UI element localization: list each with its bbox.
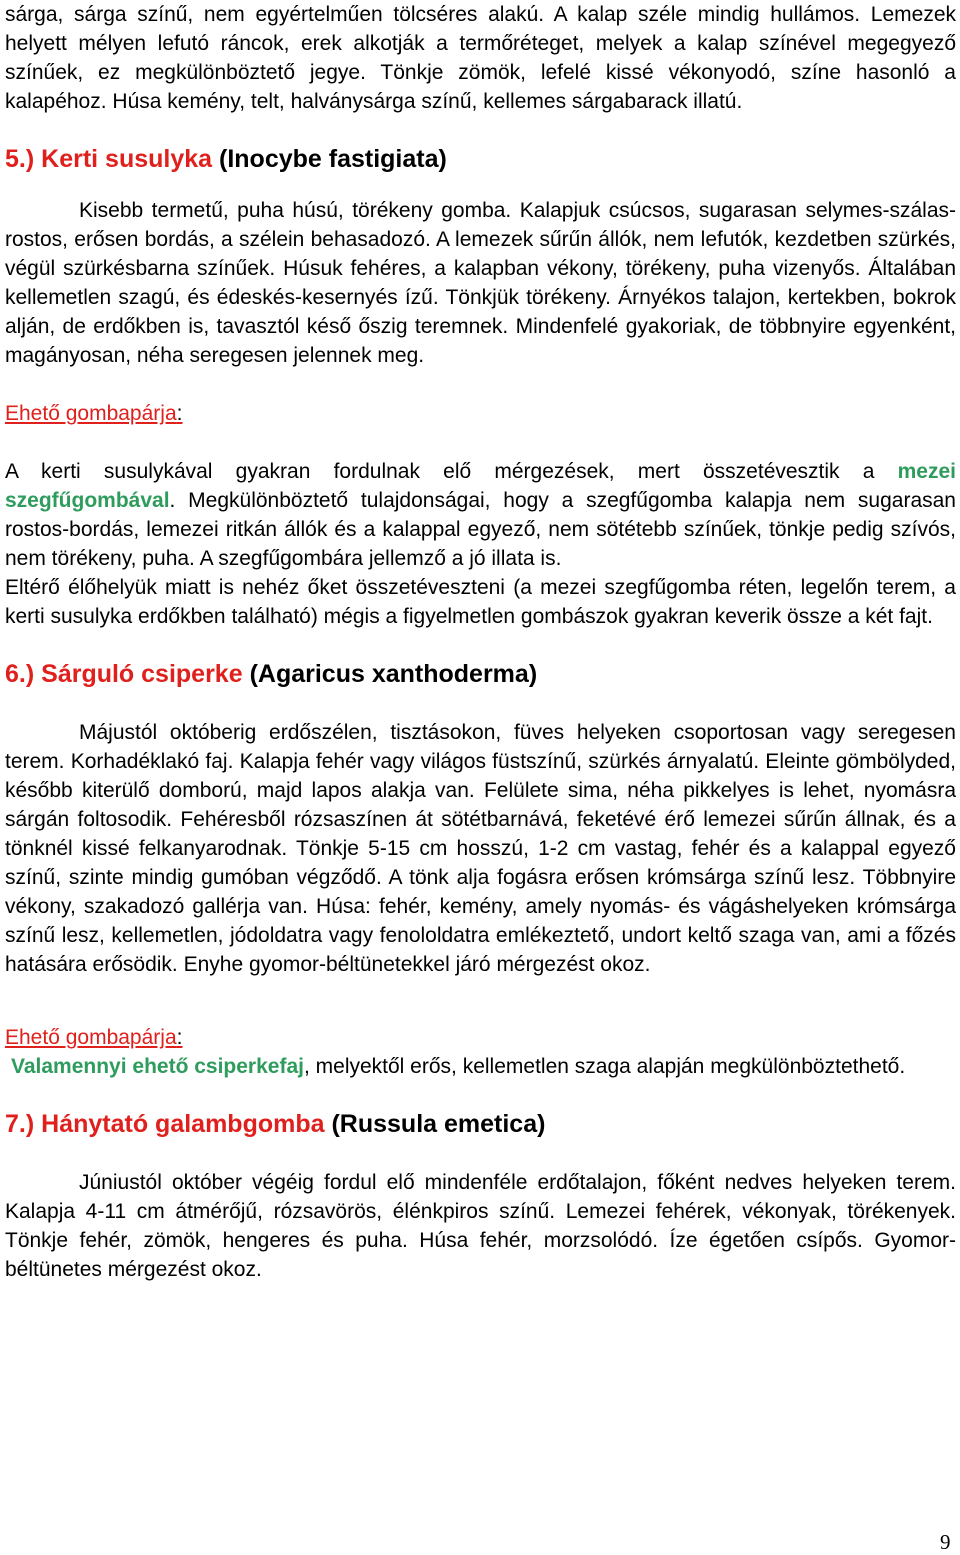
section-6-edible-label bbox=[5, 1023, 956, 1052]
section-7-heading bbox=[5, 1110, 956, 1139]
section-6-lookalike-paragraph bbox=[5, 1052, 956, 1081]
lookalike-text-after: , melyektől erős, kellemetlen szaga alapján megkülönböztethető. bbox=[303, 1055, 906, 1078]
lookalike-text-before: A kerti susulykával gyakran fordulnak elő mérgezések, mert összetévesztik a bbox=[5, 460, 898, 483]
section-7-description: Júniustól október végéig fordul elő mindenféle erdőtalajon, főként nedves helyeken terem. Kalapja 4-11 cm átmérőjű, rózsavörös, élénkpiros színű. Lemezei fehérek, vékonyak, törékenyek. Tönkje fehér, zömök, hengeres és puha. Húsa fehér, morzsolódó. Íze égetően csípős. Gyomor-béltünetes mérgezést okoz. bbox=[5, 1171, 956, 1281]
page-number: 9 bbox=[940, 1530, 951, 1554]
section-5-edible-label bbox=[5, 399, 956, 428]
section-5-name: Kerti susulyka bbox=[41, 145, 213, 173]
lookalike-species: Valamennyi ehető csiperkefaj bbox=[11, 1055, 304, 1078]
lookalike-species: mezei szegfűgombával bbox=[5, 460, 956, 512]
document-page bbox=[5, 0, 956, 1284]
section-5-heading bbox=[5, 145, 956, 174]
edible-pair-label bbox=[5, 1026, 182, 1049]
intro-paragraph: sárga, sárga színű, nem egyértelműen tölcséres alakú. A kalap széle mindig hullámos. Lemezek helyett mélyen lefutó ráncok, erek alkotják a termőréteget, melyek a kalap színével megegyező színűek, ez megkülönböztető jegye. Tönkje zömök, lefelé kissé vékonyodó, színe hasonló a kalapéhoz. Húsa kemény, telt, halványsárga színű, kellemes sárgabarack illatú. bbox=[5, 3, 956, 113]
section-5-latin: (Inocybe fastigiata) bbox=[219, 145, 447, 173]
edible-pair-label-text: Ehető gombapárja bbox=[5, 402, 177, 425]
edible-pair-label-text: Ehető gombapárja bbox=[5, 1026, 177, 1049]
section-6-description: Májustól októberig erdőszélen, tisztásokon, füves helyeken csoportosan vagy seregesen terem. Korhadéklakó faj. Kalapja fehér vagy világos füstszínű, szürkés árnyalatú. Eleinte gömbölyded, később kiterülő domború, majd lapos alakja van. Felülete sima, néha pikkelyes is lehet, nyomásra sárgán foltosodik. Fehéresből rózsaszínen át sötétbarnává, feketévé érő lemezei sűrűn állnak, és a tönknél kissé felkanyarodnak. Tönkje 5-15 cm hosszú, 1-2 cm vastag, fehér és a kalappal egyező színű, szinte mindig gumóban végződő. A tönk alja fogásra erősen krómsárga színű lesz. Többnyire vékony, szakadozó gallérja van. Húsa: fehér, kemény, amely nyomás- és vágáshelyeken krómsárga színű lesz, kellemetlen, jódoldatra vagy fenololdatra emlékeztető, undort keltő szaga van, ami a főzés hatására erősödik. Enyhe gyomor-béltünetekkel járó mérgezést okoz. bbox=[5, 721, 956, 976]
section-5-lookalike-paragraph bbox=[5, 457, 956, 573]
section-5-description: Kisebb termetű, puha húsú, törékeny gomba. Kalapjuk csúcsos, sugarasan selymes-szálas-rostos, erősen bordás, a szélein behasadozó. A lemezek sűrűn állók, nem lefutók, kezdetben szürkés, végül szürkésbarna színűek. Húsuk fehéres, a kalapban vékony, törékeny, puha vizenyős. Általában kellemetlen szagú, és édeskés-kesernyés ízű. Tönkjük törékeny. Árnyékos talajon, kertekben, bokrok alján, de erdőkben is, tavasztól késő őszig teremnek. Mindenfelé gyakoriak, de többnyire egyenként, magányosan, néha seregesen jelennek meg. bbox=[5, 199, 956, 367]
section-7-name: Hánytató galambgomba bbox=[41, 1110, 325, 1138]
section-6-name: Sárguló csiperke bbox=[41, 660, 243, 688]
lookalike-text-after: . Megkülönböztető tulajdonságai, hogy a szegfűgomba kalapja nem sugarasan rostos-bordás, lemezei ritkán állók és a kalappal egyező, nem sötétebb színűek, tönkje pedig szívós, nem törékeny, puha. A szegfűgombára jellemző a jó illata is. bbox=[5, 489, 956, 570]
section-5-number: 5.) bbox=[5, 145, 35, 173]
edible-pair-colon: : bbox=[176, 402, 183, 425]
section-6-number: 6.) bbox=[5, 660, 35, 688]
edible-pair-colon: : bbox=[176, 1026, 183, 1049]
section-7-latin: (Russula emetica) bbox=[331, 1110, 546, 1138]
edible-pair-label bbox=[5, 402, 182, 425]
section-6-latin: (Agaricus xanthoderma) bbox=[249, 660, 538, 688]
section-6-heading bbox=[5, 660, 956, 689]
section-5-lookalike-extra: Eltérő élőhelyük miatt is nehéz őket összetéveszteni (a mezei szegfűgomba réten, legelőn terem, a kerti susulyka erdőkben található) mégis a figyelmetlen gombászok gyakran keverik össze a két fajt. bbox=[5, 576, 956, 628]
section-7-number: 7.) bbox=[5, 1110, 35, 1138]
